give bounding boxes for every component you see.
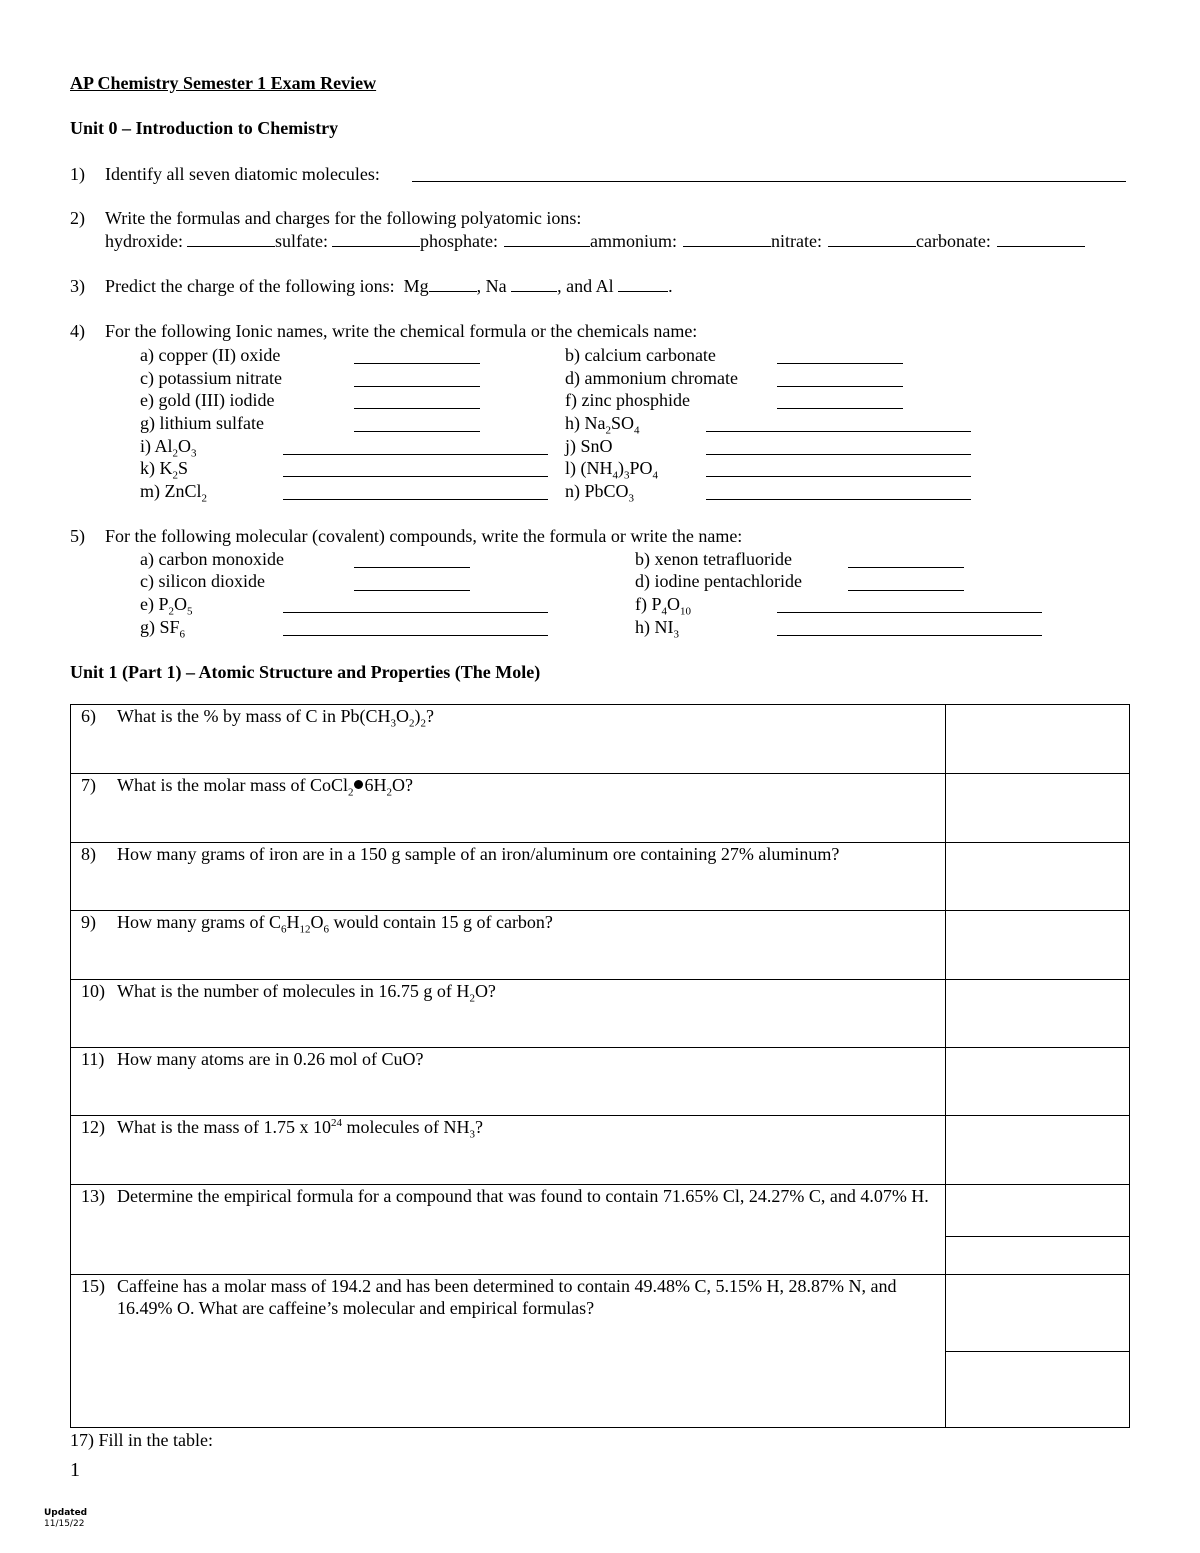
q13-cell: 13) Determine the empirical formula for a compound that was found to contain 71.65% Cl, 24.27% C, and 4.07% H. — [71, 1185, 946, 1275]
table-row — [71, 1185, 1130, 1275]
q3-al-blank[interactable] — [618, 277, 668, 292]
q12-answer-box[interactable] — [946, 1116, 1130, 1185]
q4i-answer-line[interactable] — [283, 454, 548, 455]
ion-nitrate-blank[interactable] — [828, 232, 916, 247]
q3-text: Predict the charge of the following ions: — [105, 276, 395, 296]
q3-row — [105, 275, 673, 297]
q13-answer-box[interactable] — [946, 1185, 1130, 1275]
q4h-answer-line[interactable] — [706, 431, 971, 432]
q4j-answer-line[interactable] — [706, 454, 971, 455]
q8-cell: 8) How many grams of iron are in a 150 g sample of an iron/aluminum ore containing 27% aluminum? — [71, 843, 946, 911]
q11-answer-box[interactable] — [946, 1048, 1130, 1116]
q4-item-k: k) $K_2S$ — [140, 458, 189, 482]
q5-item-f: f) $P_4O_{10}$ — [635, 594, 692, 618]
q6-answer-box[interactable] — [946, 705, 1130, 774]
q3-mg-blank[interactable] — [429, 277, 477, 292]
q10-text: What is the number of molecules in 16.75 g of $H_2O$? — [117, 981, 496, 1005]
table-row — [71, 774, 1130, 843]
ion-phosphate-blank[interactable] — [504, 232, 590, 247]
q4e-answer-line[interactable] — [354, 408, 480, 409]
q4-item-f: f) zinc phosphide — [565, 390, 690, 410]
q4-item-d: d) ammonium chromate — [565, 368, 738, 388]
q4-item-b: b) calcium carbonate — [565, 345, 716, 365]
q5-text: For the following molecular (covalent) compounds, write the formula or write the name: — [105, 526, 743, 546]
q15-text: Caffeine has a molar mass of 194.2 and has been determined to contain 49.48% C, 5.15% H, 28.87% N, and 16.49% O. What are caffeine’s molecular and empirical formulas? — [117, 1276, 897, 1318]
q6-cell: 6) What is the % by mass of C in $Pb(CH_3O_2)_2$? — [71, 705, 946, 774]
q5-item-d: d) iodine pentachloride — [635, 571, 802, 591]
table-row — [71, 1275, 1130, 1428]
q4-item-m: m) ZnCl$_2$ — [140, 481, 208, 505]
q11-cell: 11) How many atoms are in 0.26 mol of CuO? — [71, 1048, 946, 1116]
ion-hydroxide-label: hydroxide: — [105, 231, 183, 251]
q3-end: . — [668, 276, 673, 296]
ion-carbonate-label: carbonate: — [915, 231, 991, 251]
q2-number: 2) — [70, 208, 85, 228]
q12-text: What is the mass of 1.75 x $10^{24}$ molecules of $NH_3$? — [117, 1117, 483, 1141]
q5-item-c: c) silicon dioxide — [140, 571, 265, 591]
q3-mg: Mg — [403, 276, 429, 296]
q1-text: Identify all seven diatomic molecules: — [105, 164, 380, 184]
q4-text: For the following Ionic names, write the chemical formula or the chemicals name: — [105, 321, 698, 341]
q13-text: Determine the empirical formula for a compound that was found to contain 71.65% Cl, 24.27% C, and 4.07% H. — [117, 1186, 929, 1206]
table-row — [71, 980, 1130, 1048]
q4-item-c: c) potassium nitrate — [140, 368, 282, 388]
q17-text: Fill in the table: — [98, 1430, 213, 1450]
q4k-answer-line[interactable] — [283, 476, 548, 477]
q16-divider — [946, 1351, 1129, 1352]
ion-ammonium-label: ammonium: — [589, 231, 677, 251]
q15-answer-box[interactable] — [946, 1275, 1130, 1428]
q4a-answer-line[interactable] — [354, 363, 480, 364]
q3-al: , and Al — [557, 276, 614, 296]
q17-number: 17) — [70, 1430, 94, 1450]
q5-item-g: g) $SF_6$ — [140, 617, 186, 641]
q4-item-h: h) $Na_2SO_4$ — [565, 413, 640, 437]
ion-nitrate-label: nitrate: — [770, 231, 822, 251]
q2-text: Write the formulas and charges for the following polyatomic ions: — [105, 208, 582, 228]
q4d-answer-line[interactable] — [777, 386, 903, 387]
updated-date: 11/15/22 — [44, 1519, 85, 1529]
q7-text: What is the molar mass of CoCl$_2$ $6H_2O$? — [117, 775, 413, 799]
page-number: 1 — [70, 1459, 80, 1481]
q4c-answer-line[interactable] — [354, 386, 480, 387]
hydrate-dot-icon — [354, 780, 363, 789]
page-title: AP Chemistry Semester 1 Exam Review — [70, 73, 377, 93]
q4-item-i: i) $Al_2O_3$ — [140, 436, 197, 460]
updated-label: Updated — [44, 1508, 88, 1518]
q10-answer-box[interactable] — [946, 980, 1130, 1048]
q5f-answer-line[interactable] — [777, 612, 1042, 613]
q4-item-n: n) PbCO$_3$ — [565, 481, 635, 505]
q8-text: How many grams of iron are in a 150 g sample of an iron/aluminum ore containing 27% aluminum? — [117, 844, 840, 864]
q5d-answer-line[interactable] — [848, 590, 964, 591]
q4-number: 4) — [70, 321, 85, 341]
table-row — [71, 1116, 1130, 1185]
q5h-answer-line[interactable] — [777, 635, 1042, 636]
q2-ions-row — [105, 230, 1085, 252]
q6-text: What is the % by mass of C in $Pb(CH_3O_2)_2$? — [117, 706, 434, 730]
ion-phosphate-label: phosphate: — [419, 231, 498, 251]
q17-row — [70, 1429, 213, 1451]
table-row — [71, 1048, 1130, 1116]
q4-item-a: a) copper (II) oxide — [140, 345, 281, 365]
ion-hydroxide-blank[interactable] — [187, 232, 275, 247]
q12-cell: 12) What is the mass of 1.75 x $10^{24}$ molecules of $NH_3$? — [71, 1116, 946, 1185]
q4-item-j: j) SnO — [565, 436, 613, 456]
q5-item-b: b) xenon tetrafluoride — [635, 549, 792, 569]
q5c-answer-line[interactable] — [354, 590, 470, 591]
q4m-answer-line[interactable] — [283, 499, 548, 500]
q3-na: , Na — [476, 276, 507, 296]
q7-cell: 7) What is the molar mass of CoCl$_2$ $6H_2O$? — [71, 774, 946, 843]
q5-item-a: a) carbon monoxide — [140, 549, 284, 569]
table-row — [71, 911, 1130, 980]
q15-cell: 15) Caffeine has a molar mass of 194.2 and has been determined to contain 49.48% C, 5.15% H, 28.87% N, and 16.49% O. What are caffeine’s molecular and empirical formulas? — [71, 1275, 946, 1428]
q1-number: 1) — [70, 164, 85, 184]
q7-answer-box[interactable] — [946, 774, 1130, 843]
q9-answer-box[interactable] — [946, 911, 1130, 980]
table-row — [71, 705, 1130, 774]
q8-answer-box[interactable] — [946, 843, 1130, 911]
q4b-answer-line[interactable] — [777, 363, 903, 364]
q4-item-g: g) lithium sulfate — [140, 413, 264, 433]
q4n-answer-line[interactable] — [706, 499, 971, 500]
q11-text: How many atoms are in 0.26 mol of CuO? — [117, 1049, 424, 1069]
q4f-answer-line[interactable] — [777, 408, 903, 409]
q1-answer-line[interactable] — [412, 181, 1126, 182]
q5b-answer-line[interactable] — [848, 567, 964, 568]
q10-cell: 10) What is the number of molecules in 16.75 g of $H_2O$? — [71, 980, 946, 1048]
q4-item-e: e) gold (III) iodide — [140, 390, 275, 410]
q5a-answer-line[interactable] — [354, 567, 470, 568]
q5-item-h: h) $NI_3$ — [635, 617, 679, 641]
q3-na-blank[interactable] — [511, 277, 557, 292]
unit1-heading: Unit 1 (Part 1) – Atomic Structure and Properties (The Mole) — [70, 662, 541, 682]
ion-ammonium-blank[interactable] — [683, 232, 771, 247]
q4-item-l: l) $(NH_4)_3PO_4$ — [565, 458, 659, 482]
table-row — [71, 843, 1130, 911]
q4l-answer-line[interactable] — [706, 476, 971, 477]
q9-text: How many grams of $C_6H_{12}O_6$ would contain 15 g of carbon? — [117, 912, 553, 936]
ion-sulfate-blank[interactable] — [332, 232, 420, 247]
q5-item-e: e) $P_2O_5$ — [140, 594, 193, 618]
q9-cell: 9) How many grams of $C_6H_{12}O_6$ would contain 15 g of carbon? — [71, 911, 946, 980]
q5e-answer-line[interactable] — [283, 612, 548, 613]
q3-number: 3) — [70, 276, 85, 296]
unit0-heading: Unit 0 – Introduction to Chemistry — [70, 118, 339, 138]
ion-sulfate-label: sulfate: — [275, 231, 328, 251]
q5-number: 5) — [70, 526, 85, 546]
mole-questions-table — [70, 704, 1130, 1428]
q14-divider — [946, 1236, 1129, 1237]
ion-carbonate-blank[interactable] — [997, 232, 1085, 247]
q4g-answer-line[interactable] — [354, 431, 480, 432]
q5g-answer-line[interactable] — [283, 635, 548, 636]
